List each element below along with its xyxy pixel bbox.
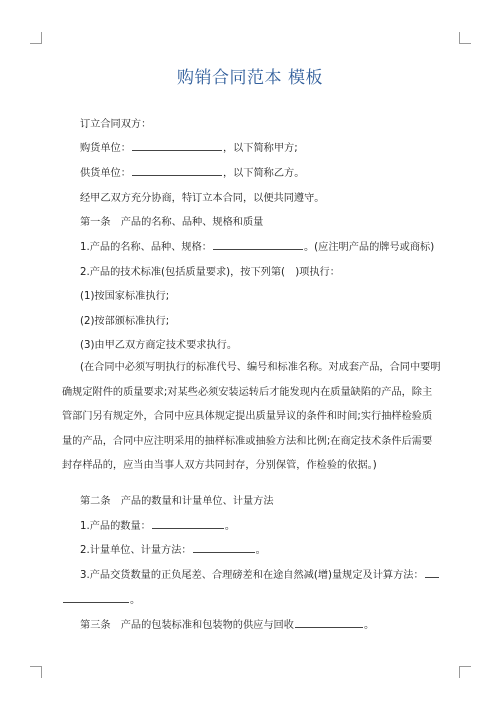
article2-heading: 第二条 产品的数量和计量单位、计量方法 [80, 496, 274, 507]
article1-option3: (3)由甲乙双方商定技术要求执行。 [80, 340, 238, 351]
measurement-blank[interactable] [193, 542, 255, 553]
tolerance-blank-end[interactable] [63, 592, 129, 603]
supplier-suffix: ，以下简称乙方。 [222, 168, 305, 179]
article2-item1 [80, 517, 235, 532]
article3-heading-text: 第三条 产品的包装标准和包装物的供应与回收 [80, 620, 294, 631]
article1-option2: (2)按部颁标准执行; [80, 316, 170, 327]
article1-item1-suffix: 。(应注明产品的牌号或商标) [303, 242, 435, 253]
product-name-blank[interactable] [213, 239, 303, 250]
article2-item3 [80, 566, 440, 581]
article3-heading [80, 616, 374, 631]
crop-mark-bottom-right [459, 666, 471, 678]
article1-item2: 2.产品的技术标准(包括质量要求)，按下列第( )项执行： [80, 267, 340, 278]
article3-heading-suffix: 。 [363, 620, 375, 631]
supplier-label: 供货单位： [80, 168, 131, 179]
parties-intro: 订立合同双方： [80, 119, 152, 130]
supplier-line [80, 164, 304, 179]
document-title: 购销合同范本 模板 [177, 68, 323, 88]
buyer-line [80, 139, 298, 154]
article2-item3-suffix: 。 [130, 595, 141, 606]
article2-item2-suffix: 。 [255, 545, 266, 556]
article1-heading: 第一条 产品的名称、品种、规格和质量 [80, 217, 264, 228]
article1-note: (在合同中必须写明执行的标准代号、编号和标准名称。对成套产品，合同中要明确规定附件的质量要求;对某些必须安装运转后才能发现内在质量缺陷的产品，除主管部门另有规定外，合同中应具体规定提出质量异议的条件和时间;实行抽样检验质量的产品，合同中应注明采用的抽样标准或抽验方法和比例;在商定技术条件后需要封存样品的，应当由当事人双方共同封存，分别保管，作检验的依据。) [62, 362, 441, 471]
buyer-label: 购货单位： [80, 143, 131, 154]
supplier-blank[interactable] [132, 165, 222, 176]
article2-item1-suffix: 。 [224, 521, 236, 532]
crop-mark-bottom-left [30, 666, 42, 678]
article1-item1 [80, 238, 434, 253]
tolerance-blank-start[interactable] [425, 567, 439, 578]
article2-item2-prefix: 2.计量单位、计量方法： [80, 545, 192, 556]
quantity-blank[interactable] [152, 518, 224, 529]
buyer-blank[interactable] [132, 140, 222, 151]
packaging-blank[interactable] [295, 617, 363, 628]
crop-mark-top-right [459, 32, 471, 44]
article2-item3-text: 3.产品交货数量的正负尾差、合理磅差和在途自然减(增)量规定及计算方法： [80, 570, 424, 581]
buyer-suffix: ，以下简称甲方; [222, 143, 298, 154]
article1-option1: (1)按国家标准执行; [80, 291, 170, 302]
agreement-text: 经甲乙双方充分协商，特订立本合同，以便共同遵守。 [80, 193, 325, 204]
article2-item2 [80, 541, 266, 556]
article2-item1-prefix: 1.产品的数量： [80, 521, 151, 532]
crop-mark-top-left [30, 32, 42, 44]
article2-item3-continuation [62, 591, 140, 606]
article1-item1-prefix: 1.产品的名称、品种、规格： [80, 242, 212, 253]
